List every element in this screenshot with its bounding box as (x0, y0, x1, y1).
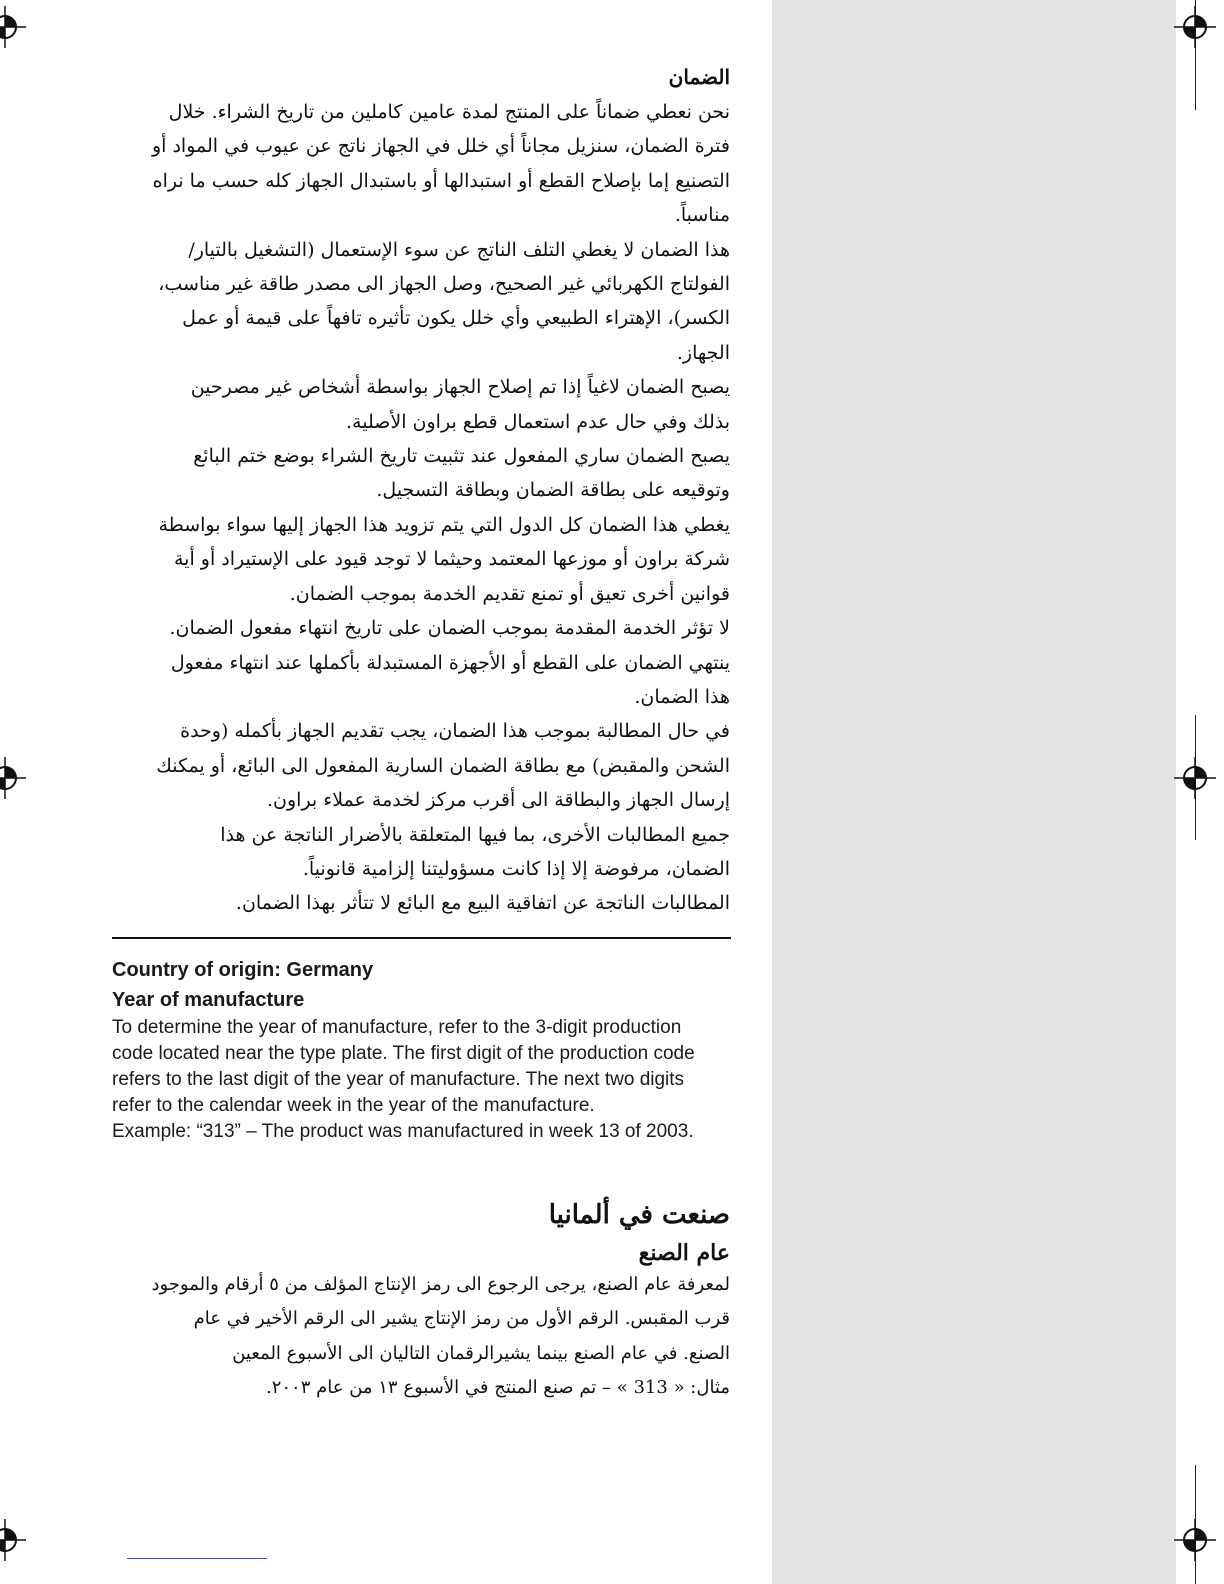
country-of-origin-heading-arabic: صنعت في ألمانيا (548, 1200, 730, 1230)
registration-mark-icon (1174, 757, 1216, 799)
registration-mark-icon (1174, 6, 1216, 48)
year-of-manufacture-example: Example: “313” – The product was manufactured in week 13 of 2003. (112, 1121, 694, 1142)
arabic-origin-paragraph: لمعرفة عام الصنع، يرجى الرجوع الى رمز الإنتاج المؤلف من ٥ أرقام والموجود قرب المقبس. الرقم الأول من رمز الإنتاج يشير الى الرقم الأخير في عام الصنع. في عام الصنع بينما يشيرالرقمان التاليان الى الأسبوع المعين (151, 1274, 730, 1364)
warranty-paragraph: ينتهي الضمان على القطع أو الأجهزة المستبدلة بأكملها عند انتهاء مفعول هذا الضمان. (170, 651, 730, 708)
footer-rule (127, 1558, 267, 1559)
country-of-origin-heading: Country of origin: Germany (112, 959, 374, 981)
warranty-paragraph: يصبح الضمان لاغياً إذا تم إصلاح الجهاز بواسطة أشخاص غير مصرحين بذلك وفي حال عدم استعمال قطع براون الأصلية. (190, 376, 730, 433)
warranty-paragraph: يصبح الضمان ساري المفعول عند تثبيت تاريخ الشراء بوضع ختم البائع وتوقيعه على بطاقة الضمان وبطاقة التسجيل. (193, 445, 730, 502)
gray-side-panel (772, 0, 1176, 1584)
warranty-title: الضمان (668, 65, 730, 89)
registration-mark-icon (1174, 1519, 1216, 1561)
warranty-paragraph: لا تؤثر الخدمة المقدمة بموجب الضمان على تاريخ انتهاء مفعول الضمان. (169, 617, 730, 640)
section-divider (112, 937, 731, 939)
origin-section-english (112, 955, 712, 1145)
warranty-paragraph: نحن نعطي ضماناً على المنتج لمدة عامين كاملين من تاريخ الشراء. خلال فترة الضمان، سنزيل مجاناً أي خلل في الجهاز ناتج عن عيوب في المواد أو التصنيع إما بإصلاح القطع أو استبدالها أو باستبدال الجهاز كله حسب ما نراه مناسباً. (151, 101, 730, 227)
registration-mark-icon (0, 6, 26, 48)
warranty-paragraph: جميع المطالبات الأخرى، بما فيها المتعلقة بالأضرار الناتجة عن هذا الضمان، مرفوضة إلا إذا كانت مسؤوليتنا إلزامية قانونياً. (220, 823, 730, 880)
registration-mark-icon (0, 1519, 26, 1561)
warranty-paragraph: هذا الضمان لا يغطي التلف الناتج عن سوء الإستعمال (التشغيل بالتيار/الفولتاج الكهربائي غير الصحيح، وصل الجهاز الى مصدر طاقة غير مناسب، الكسر)، الإهتراء الطبيعي وأي خلل يكون تأثيره تافهاً على قيمة أو عمل الجهاز. (158, 238, 730, 364)
warranty-paragraph: في حال المطالبة بموجب هذا الضمان، يجب تقديم الجهاز بأكمله (وحدة الشحن والمقبض) مع بطاقة الضمان السارية المفعول الى البائع، أو يمكنك إرسال الجهاز والبطاقة الى أقرب مركز لخدمة عملاء براون. (156, 720, 730, 812)
year-of-manufacture-text: To determine the year of manufacture, refer to the 3-digit production code located near the type plate. The first digit of the production code refers to the last digit of the year of manufacture. The next two digits refer to the calendar week in the year of the manufacture. (112, 1017, 695, 1116)
warranty-paragraph: المطالبات الناتجة عن اتفاقية البيع مع البائع لا تتأثر بهذا الضمان. (235, 892, 730, 915)
arabic-origin-example: مثال: « 313 » – تم صنع المنتج في الأسبوع ١٣ من عام ٢٠٠٣. (265, 1377, 730, 1399)
warranty-paragraph: يغطي هذا الضمان كل الدول التي يتم تزويد هذا الجهاز إليها سواء بواسطة شركة براون أو موزعها المعتمد وحيثما لا توجد قيود على الإستيراد أو أية قوانين أخرى تعيق أو تمنع تقديم الخدمة بموجب الضمان. (158, 513, 730, 605)
year-of-manufacture-heading-arabic: عام الصنع (638, 1240, 730, 1266)
warranty-body (150, 95, 730, 921)
year-of-manufacture-heading: Year of manufacture (112, 989, 305, 1011)
registration-mark-icon (0, 757, 26, 799)
year-of-manufacture-text-arabic (150, 1268, 730, 1406)
